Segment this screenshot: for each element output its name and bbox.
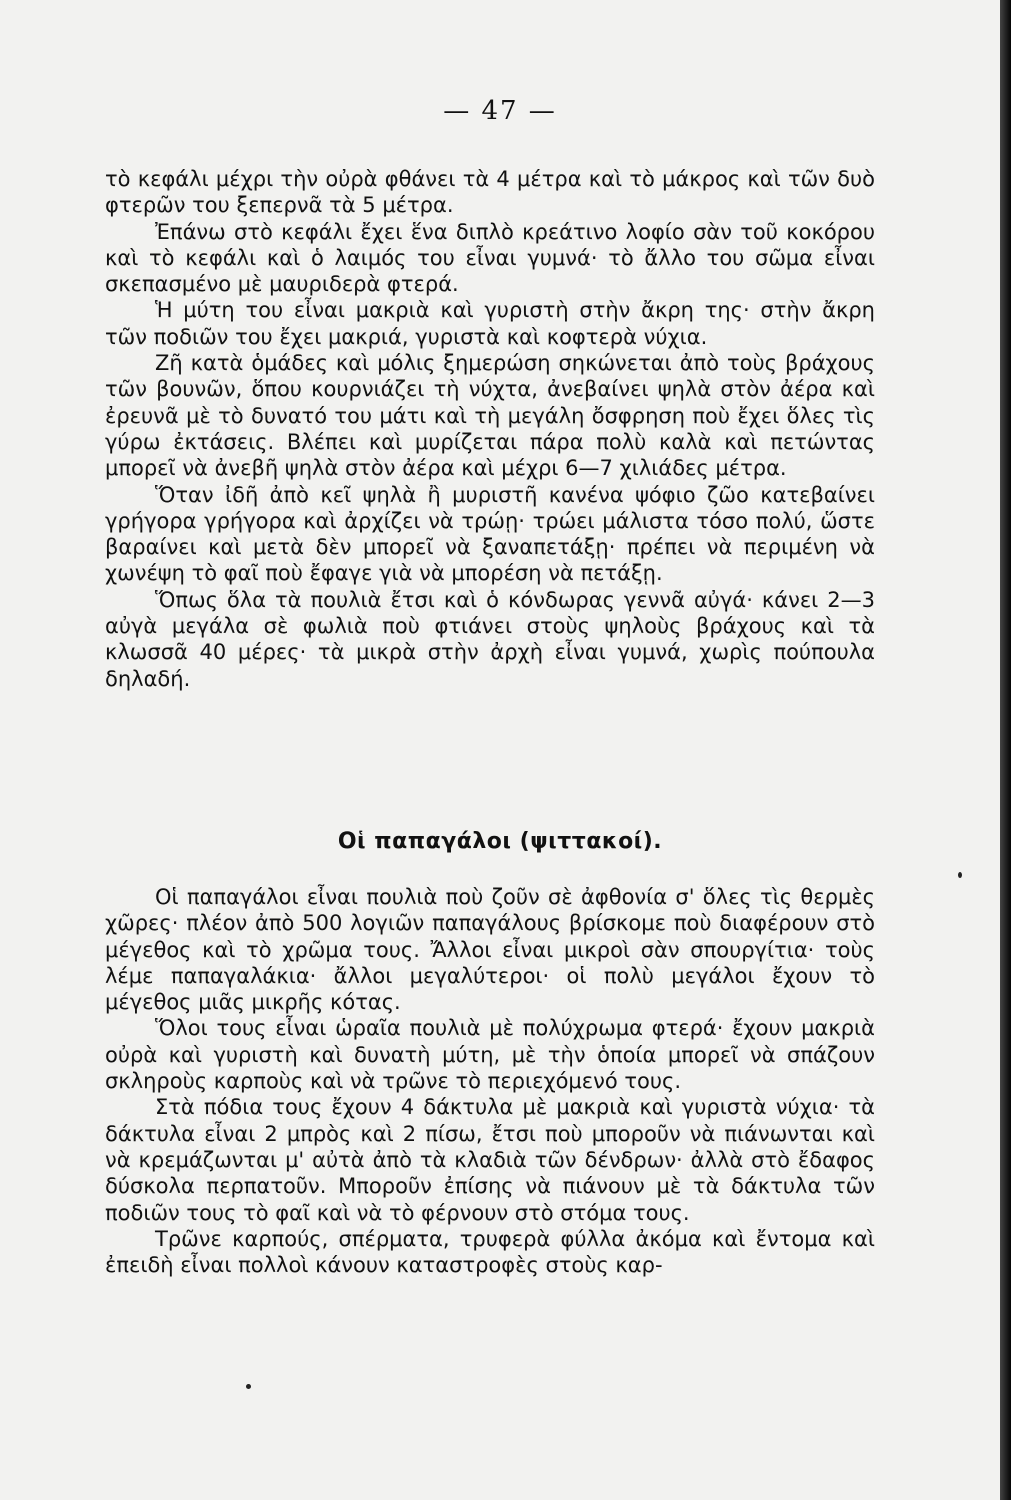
parrots-text-block	[105, 884, 875, 1278]
paragraph: Ὅταν ἰδῆ ἀπὸ κεῖ ψηλὰ ἢ μυριστῆ κανένα ψόφιο ζῶο κατεβαίνει γρήγορα γρήγορα καὶ ἀρχίζει νὰ τρώῃ· τρώει μάλιστα τόσο πολύ, ὥστε βαραίνει καὶ μετὰ δὲν μπορεῖ νὰ ξαναπετάξῃ· πρέπει νὰ περιμένη νὰ χωνέψη τὸ φαῖ ποὺ ἔφαγε γιὰ νὰ μπορέση νὰ πετάξῃ.	[105, 482, 875, 586]
paragraph: Ὅλοι τους εἶναι ὡραῖα πουλιὰ μὲ πολύχρωμα φτερά· ἔχουν μακριὰ οὐρὰ καὶ γυριστὴ καὶ δυνατὴ μύτη, μὲ τὴν ὁποία μπορεῖ νὰ σπάζουν σκληροὺς καρποὺς καὶ νὰ τρῶνε τὸ περιεχόμενό τους.	[105, 1016, 875, 1094]
paragraph: Τρῶνε καρπούς, σπέρματα, τρυφερὰ φύλλα ἀκόμα καὶ ἔντομα καὶ ἐπειδὴ εἶναι πολλοὶ κάνουν καταστροφὲς στοὺς καρ-	[105, 1226, 875, 1278]
paragraph: Ὅπως ὅλα τὰ πουλιὰ ἔτσι καὶ ὁ κόνδωρας γεννᾶ αὐγά· κάνει 2—3 αὐγὰ μεγάλα σὲ φωλιὰ ποὺ φτιάνει στοὺς ψηλοὺς βράχους καὶ τὰ κλωσσᾶ 40 μέρες· τὰ μικρὰ στὴν ἀρχὴ εἶναι γυμνά, χωρὶς πούπουλα δηλαδή.	[105, 587, 875, 691]
paragraph: Ἡ μύτη του εἶναι μακριὰ καὶ γυριστὴ στὴν ἄκρη της· στὴν ἄκρη τῶν ποδιῶν του ἔχει μακριά, γυριστὰ καὶ κοφτερὰ νύχια.	[105, 298, 875, 349]
paragraph: Οἱ παπαγάλοι εἶναι πουλιὰ ποὺ ζοῦν σὲ ἀφθονία σ' ὅλες τὶς θερμὲς χῶρες· πλέον ἀπὸ 500 λογιῶν παπαγάλους βρίσκομε ποὺ διαφέρουν στὸ μέγεθος καὶ τὸ χρῶμα τους. Ἄλλοι εἶναι μικροὶ σὰν σπουργίτια· τοὺς λέμε παπαγαλάκια· ἄλλοι μεγαλύτεροι· οἱ πολὺ μεγάλοι ἔχουν τὸ μέγεθος μιᾶς μικρῆς κότας.	[105, 885, 875, 1015]
paragraph: Στὰ πόδια τους ἔχουν 4 δάκτυλα μὲ μακριὰ καὶ γυριστὰ νύχια· τὰ δάκτυλα εἶναι 2 μπρὸς καὶ 2 πίσω, ἔτσι ποὺ μποροῦν νὰ πιάνωνται καὶ νὰ κρεμάζωνται μ' αὐτὰ ἀπὸ τὰ κλαδιὰ τῶν δένδρων· ἀλλὰ στὸ ἔδαφος δύσκολα περπατοῦν. Μποροῦν ἐπίσης νὰ πιάνουν μὲ τὰ δάκτυλα τῶν ποδιῶν τους τὸ φαῖ καὶ νὰ τὸ φέρνουν στὸ στόμα τους.	[105, 1095, 875, 1225]
paragraph: τὸ κεφάλι μέχρι τὴν οὐρὰ φθάνει τὰ 4 μέτρα καὶ τὸ μάκρος καὶ τῶν δυὸ φτερῶν του ξεπερνᾶ τὰ 5 μέτρα.	[105, 167, 875, 218]
condor-text-block	[105, 166, 875, 692]
section-heading: Οἱ παπαγάλοι (ψιττακοί).	[337, 829, 663, 854]
page-number: — 47 —	[443, 96, 557, 126]
ink-speck	[246, 1384, 251, 1389]
paragraph: Ἐπάνω στὸ κεφάλι ἔχει ἕνα διπλὸ κρεάτινο λοφίο σὰν τοῦ κοκόρου καὶ τὸ κεφάλι καὶ ὁ λαιμός του εἶναι γυμνά· τὸ ἄλλο του σῶμα εἶναι σκεπασμένο μὲ μαυριδερὰ φτερά.	[105, 219, 875, 297]
ink-speck	[958, 872, 962, 878]
paragraph: Ζῆ κατὰ ὁμάδες καὶ μόλις ξημερώση σηκώνεται ἀπὸ τοὺς βράχους τῶν βουνῶν, ὅπου κουρνιάζει τὴ νύχτα, ἀνεβαίνει ψηλὰ στὸν ἀέρα καὶ ἐρευνᾶ μὲ τὸ δυνατό του μάτι καὶ τὴ μεγάλη ὄσφρηση ποὺ ἔχει ὅλες τὶς γύρω ἐκτάσεις. Βλέπει καὶ μυρίζεται πάρα πολὺ καλὰ καὶ πετώντας μπορεῖ νὰ ἀνεβῆ ψηλὰ στὸν ἀέρα καὶ μέχρι 6—7 χιλιάδες μέτρα.	[105, 351, 875, 481]
page-edge-shadow	[1000, 0, 1011, 1500]
